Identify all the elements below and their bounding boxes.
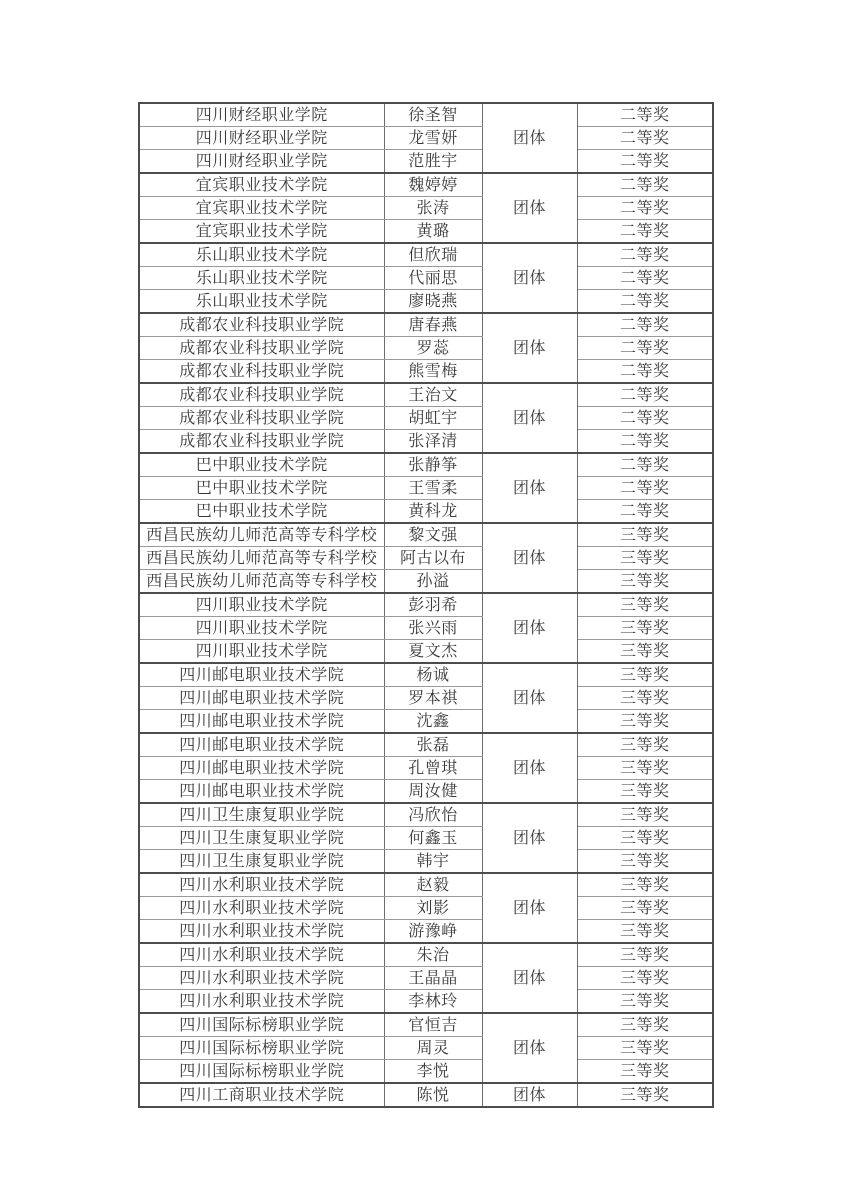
name-cell: 黄璐 bbox=[384, 220, 482, 244]
group-type-cell: 团体 bbox=[482, 523, 577, 593]
name-cell: 周汝健 bbox=[384, 780, 482, 804]
group-type-cell: 团体 bbox=[482, 173, 577, 243]
award-cell: 三等奖 bbox=[577, 523, 713, 547]
school-cell: 成都农业科技职业学院 bbox=[139, 407, 384, 430]
school-cell: 四川国际标榜职业学院 bbox=[139, 1037, 384, 1060]
name-cell: 唐春燕 bbox=[384, 313, 482, 337]
table-row bbox=[139, 383, 713, 407]
award-cell: 三等奖 bbox=[577, 710, 713, 734]
award-cell: 二等奖 bbox=[577, 290, 713, 314]
school-cell: 四川水利职业技术学院 bbox=[139, 897, 384, 920]
name-cell: 朱治 bbox=[384, 943, 482, 967]
name-cell: 张泽清 bbox=[384, 430, 482, 454]
table-row bbox=[139, 850, 713, 874]
school-cell: 成都农业科技职业学院 bbox=[139, 337, 384, 360]
name-cell: 胡虹宇 bbox=[384, 407, 482, 430]
group-type-cell: 团体 bbox=[482, 803, 577, 873]
name-cell: 代丽思 bbox=[384, 267, 482, 290]
school-cell: 乐山职业技术学院 bbox=[139, 243, 384, 267]
group-type-cell: 团体 bbox=[482, 593, 577, 663]
name-cell: 张涛 bbox=[384, 197, 482, 220]
award-cell: 三等奖 bbox=[577, 827, 713, 850]
school-cell: 西昌民族幼儿师范高等专科学校 bbox=[139, 570, 384, 594]
table-row bbox=[139, 640, 713, 664]
award-cell: 三等奖 bbox=[577, 897, 713, 920]
table-row bbox=[139, 1037, 713, 1060]
group-type-cell: 团体 bbox=[482, 103, 577, 173]
table-row bbox=[139, 547, 713, 570]
name-cell: 王晶晶 bbox=[384, 967, 482, 990]
name-cell: 但欣瑞 bbox=[384, 243, 482, 267]
award-cell: 三等奖 bbox=[577, 967, 713, 990]
school-cell: 四川卫生康复职业学院 bbox=[139, 850, 384, 874]
award-cell: 三等奖 bbox=[577, 757, 713, 780]
award-cell: 二等奖 bbox=[577, 500, 713, 524]
table-row bbox=[139, 313, 713, 337]
name-cell: 张静筝 bbox=[384, 453, 482, 477]
school-cell: 四川职业技术学院 bbox=[139, 593, 384, 617]
award-table bbox=[138, 102, 714, 1108]
school-cell: 宜宾职业技术学院 bbox=[139, 173, 384, 197]
award-cell: 二等奖 bbox=[577, 267, 713, 290]
group-type-cell: 团体 bbox=[482, 313, 577, 383]
table-row bbox=[139, 430, 713, 454]
school-cell: 四川财经职业学院 bbox=[139, 150, 384, 174]
table-row bbox=[139, 663, 713, 687]
table-row bbox=[139, 733, 713, 757]
award-cell: 二等奖 bbox=[577, 453, 713, 477]
table-row bbox=[139, 967, 713, 990]
school-cell: 四川邮电职业技术学院 bbox=[139, 757, 384, 780]
table-row bbox=[139, 197, 713, 220]
table-row bbox=[139, 337, 713, 360]
school-cell: 四川国际标榜职业学院 bbox=[139, 1060, 384, 1084]
award-cell: 三等奖 bbox=[577, 920, 713, 944]
name-cell: 韩宇 bbox=[384, 850, 482, 874]
name-cell: 沈鑫 bbox=[384, 710, 482, 734]
name-cell: 官恒吉 bbox=[384, 1013, 482, 1037]
award-cell: 二等奖 bbox=[577, 127, 713, 150]
school-cell: 四川职业技术学院 bbox=[139, 617, 384, 640]
award-cell: 二等奖 bbox=[577, 383, 713, 407]
group-type-cell: 团体 bbox=[482, 383, 577, 453]
school-cell: 四川国际标榜职业学院 bbox=[139, 1013, 384, 1037]
group-type-cell: 团体 bbox=[482, 733, 577, 803]
name-cell: 张兴雨 bbox=[384, 617, 482, 640]
award-cell: 二等奖 bbox=[577, 477, 713, 500]
award-cell: 三等奖 bbox=[577, 1013, 713, 1037]
award-cell: 二等奖 bbox=[577, 103, 713, 127]
name-cell: 冯欣怡 bbox=[384, 803, 482, 827]
name-cell: 龙雪妍 bbox=[384, 127, 482, 150]
school-cell: 四川卫生康复职业学院 bbox=[139, 827, 384, 850]
table-row bbox=[139, 500, 713, 524]
school-cell: 巴中职业技术学院 bbox=[139, 477, 384, 500]
table-row bbox=[139, 1013, 713, 1037]
name-cell: 廖晓燕 bbox=[384, 290, 482, 314]
table-row bbox=[139, 897, 713, 920]
table-row bbox=[139, 687, 713, 710]
table-row bbox=[139, 873, 713, 897]
school-cell: 四川邮电职业技术学院 bbox=[139, 710, 384, 734]
table-row bbox=[139, 570, 713, 594]
school-cell: 四川水利职业技术学院 bbox=[139, 920, 384, 944]
table-row bbox=[139, 710, 713, 734]
table-row bbox=[139, 1060, 713, 1084]
name-cell: 何鑫玉 bbox=[384, 827, 482, 850]
award-cell: 二等奖 bbox=[577, 173, 713, 197]
table-row bbox=[139, 103, 713, 127]
award-table-body bbox=[139, 103, 713, 1107]
school-cell: 四川邮电职业技术学院 bbox=[139, 780, 384, 804]
school-cell: 四川卫生康复职业学院 bbox=[139, 803, 384, 827]
school-cell: 宜宾职业技术学院 bbox=[139, 220, 384, 244]
group-type-cell: 团体 bbox=[482, 1083, 577, 1107]
award-cell: 二等奖 bbox=[577, 197, 713, 220]
award-cell: 三等奖 bbox=[577, 873, 713, 897]
name-cell: 黄科龙 bbox=[384, 500, 482, 524]
school-cell: 成都农业科技职业学院 bbox=[139, 360, 384, 384]
table-row bbox=[139, 360, 713, 384]
award-cell: 三等奖 bbox=[577, 547, 713, 570]
name-cell: 王治文 bbox=[384, 383, 482, 407]
name-cell: 孔曾琪 bbox=[384, 757, 482, 780]
award-cell: 三等奖 bbox=[577, 1060, 713, 1084]
table-row bbox=[139, 267, 713, 290]
school-cell: 巴中职业技术学院 bbox=[139, 500, 384, 524]
name-cell: 阿古以布 bbox=[384, 547, 482, 570]
award-cell: 三等奖 bbox=[577, 850, 713, 874]
table-row bbox=[139, 827, 713, 850]
name-cell: 徐圣智 bbox=[384, 103, 482, 127]
school-cell: 四川水利职业技术学院 bbox=[139, 990, 384, 1014]
table-row bbox=[139, 593, 713, 617]
award-cell: 二等奖 bbox=[577, 243, 713, 267]
school-cell: 四川工商职业技术学院 bbox=[139, 1083, 384, 1107]
name-cell: 陈悦 bbox=[384, 1083, 482, 1107]
name-cell: 游豫峥 bbox=[384, 920, 482, 944]
table-row bbox=[139, 617, 713, 640]
award-cell: 三等奖 bbox=[577, 617, 713, 640]
name-cell: 杨诚 bbox=[384, 663, 482, 687]
school-cell: 四川邮电职业技术学院 bbox=[139, 733, 384, 757]
school-cell: 成都农业科技职业学院 bbox=[139, 383, 384, 407]
name-cell: 魏婷婷 bbox=[384, 173, 482, 197]
award-cell: 三等奖 bbox=[577, 780, 713, 804]
award-cell: 三等奖 bbox=[577, 570, 713, 594]
name-cell: 李悦 bbox=[384, 1060, 482, 1084]
school-cell: 四川邮电职业技术学院 bbox=[139, 687, 384, 710]
table-row bbox=[139, 780, 713, 804]
group-type-cell: 团体 bbox=[482, 663, 577, 733]
table-row bbox=[139, 173, 713, 197]
group-type-cell: 团体 bbox=[482, 943, 577, 1013]
table-row bbox=[139, 150, 713, 174]
award-cell: 三等奖 bbox=[577, 663, 713, 687]
award-cell: 三等奖 bbox=[577, 803, 713, 827]
award-cell: 三等奖 bbox=[577, 943, 713, 967]
award-cell: 三等奖 bbox=[577, 733, 713, 757]
table-row bbox=[139, 943, 713, 967]
group-type-cell: 团体 bbox=[482, 873, 577, 943]
table-row bbox=[139, 920, 713, 944]
school-cell: 四川水利职业技术学院 bbox=[139, 943, 384, 967]
award-cell: 三等奖 bbox=[577, 593, 713, 617]
name-cell: 周灵 bbox=[384, 1037, 482, 1060]
table-row bbox=[139, 990, 713, 1014]
name-cell: 赵毅 bbox=[384, 873, 482, 897]
name-cell: 罗本祺 bbox=[384, 687, 482, 710]
award-cell: 二等奖 bbox=[577, 430, 713, 454]
school-cell: 乐山职业技术学院 bbox=[139, 267, 384, 290]
name-cell: 李林玲 bbox=[384, 990, 482, 1014]
name-cell: 张磊 bbox=[384, 733, 482, 757]
name-cell: 王雪柔 bbox=[384, 477, 482, 500]
school-cell: 乐山职业技术学院 bbox=[139, 290, 384, 314]
school-cell: 四川财经职业学院 bbox=[139, 103, 384, 127]
table-row bbox=[139, 290, 713, 314]
school-cell: 四川职业技术学院 bbox=[139, 640, 384, 664]
group-type-cell: 团体 bbox=[482, 453, 577, 523]
school-cell: 西昌民族幼儿师范高等专科学校 bbox=[139, 523, 384, 547]
award-cell: 三等奖 bbox=[577, 1037, 713, 1060]
award-cell: 二等奖 bbox=[577, 220, 713, 244]
table-row bbox=[139, 243, 713, 267]
table-row bbox=[139, 757, 713, 780]
table-row bbox=[139, 220, 713, 244]
award-cell: 二等奖 bbox=[577, 337, 713, 360]
name-cell: 熊雪梅 bbox=[384, 360, 482, 384]
name-cell: 罗蕊 bbox=[384, 337, 482, 360]
school-cell: 成都农业科技职业学院 bbox=[139, 313, 384, 337]
name-cell: 范胜宇 bbox=[384, 150, 482, 174]
award-cell: 三等奖 bbox=[577, 990, 713, 1014]
school-cell: 四川财经职业学院 bbox=[139, 127, 384, 150]
group-type-cell: 团体 bbox=[482, 243, 577, 313]
table-row bbox=[139, 127, 713, 150]
name-cell: 孙溢 bbox=[384, 570, 482, 594]
award-cell: 三等奖 bbox=[577, 687, 713, 710]
award-cell: 二等奖 bbox=[577, 407, 713, 430]
school-cell: 四川水利职业技术学院 bbox=[139, 967, 384, 990]
school-cell: 成都农业科技职业学院 bbox=[139, 430, 384, 454]
name-cell: 黎文强 bbox=[384, 523, 482, 547]
name-cell: 夏文杰 bbox=[384, 640, 482, 664]
school-cell: 西昌民族幼儿师范高等专科学校 bbox=[139, 547, 384, 570]
school-cell: 巴中职业技术学院 bbox=[139, 453, 384, 477]
award-cell: 二等奖 bbox=[577, 313, 713, 337]
table-row bbox=[139, 477, 713, 500]
award-cell: 二等奖 bbox=[577, 360, 713, 384]
table-row bbox=[139, 407, 713, 430]
table-row bbox=[139, 1083, 713, 1107]
name-cell: 刘影 bbox=[384, 897, 482, 920]
table-row bbox=[139, 523, 713, 547]
school-cell: 四川水利职业技术学院 bbox=[139, 873, 384, 897]
name-cell: 彭羽希 bbox=[384, 593, 482, 617]
table-row bbox=[139, 453, 713, 477]
group-type-cell: 团体 bbox=[482, 1013, 577, 1083]
award-cell: 三等奖 bbox=[577, 1083, 713, 1107]
school-cell: 宜宾职业技术学院 bbox=[139, 197, 384, 220]
table-row bbox=[139, 803, 713, 827]
school-cell: 四川邮电职业技术学院 bbox=[139, 663, 384, 687]
award-cell: 二等奖 bbox=[577, 150, 713, 174]
award-cell: 三等奖 bbox=[577, 640, 713, 664]
